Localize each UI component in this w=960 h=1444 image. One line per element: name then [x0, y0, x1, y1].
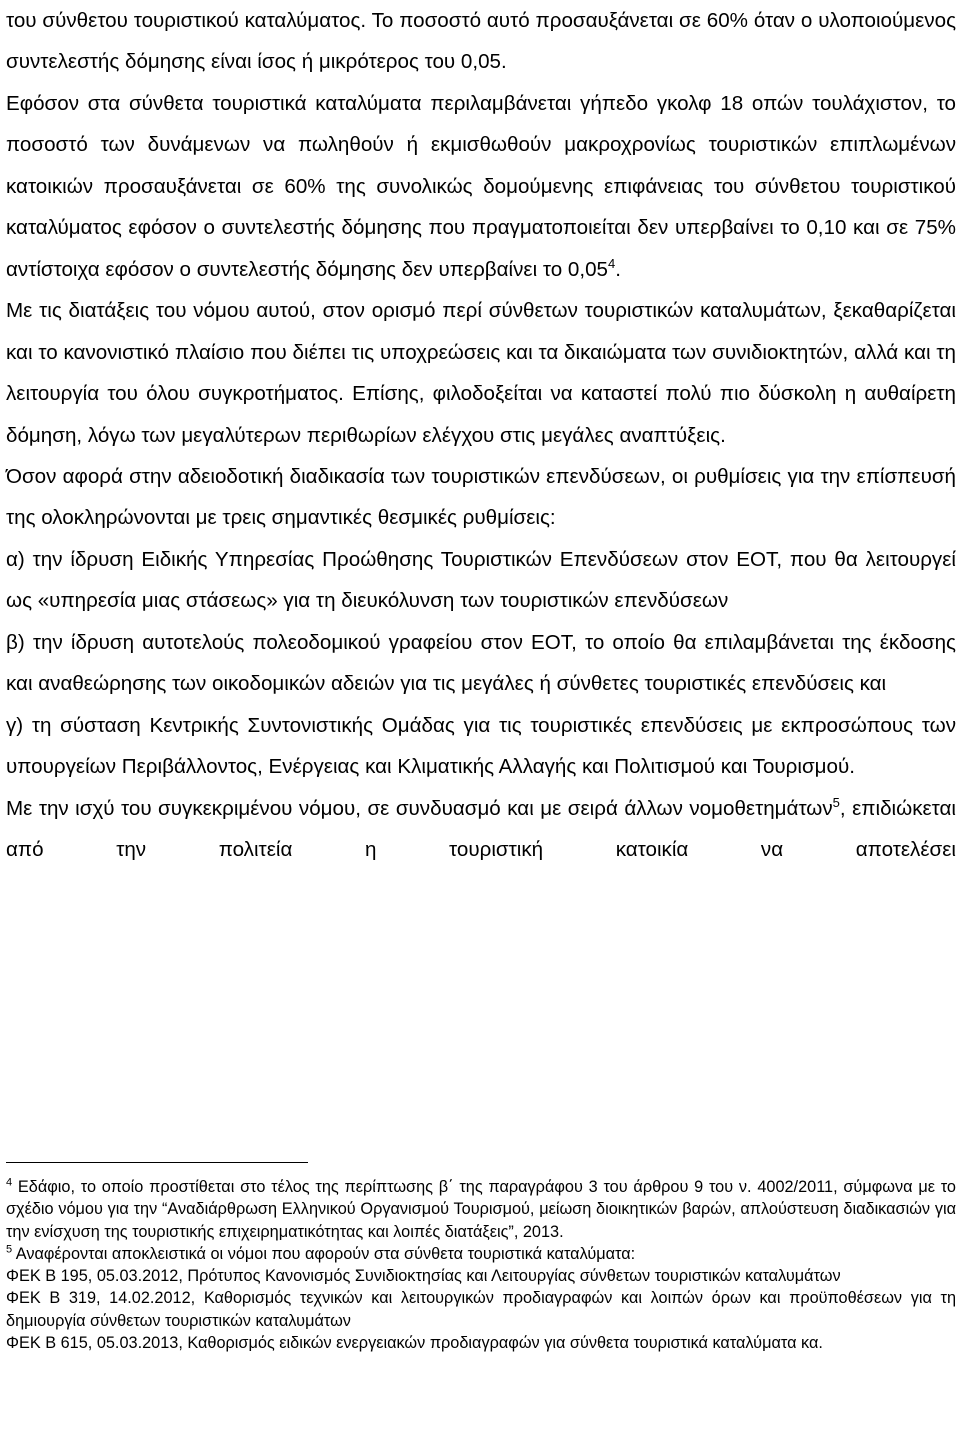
footnote-5-text: Αναφέρονται αποκλειστικά οι νόμοι που αφορούν στα σύνθετα τουριστικά καταλύματα:	[15, 1244, 636, 1263]
footnote-4-number: 4	[6, 1176, 13, 1189]
footnote-5-item-1	[6, 1265, 956, 1287]
paragraph-2-text: Εφόσον στα σύνθετα τουριστικά καταλύματα περιλαμβάνεται γήπεδο γκολφ 18 οπών τουλάχιστον, το ποσοστό των δυνάμενων να πωληθούν ή εκμισθωθούν μακροχρονίως τουριστικών επιπλωμένων κατοικιών προσαυξάνεται σε 60% της συνολικώς δομούμενης επιφάνειας του σύνθετου τουριστικού καταλύματος εφόσον ο συντελεστής δόμησης που πραγματοποιείται δεν υπερβαίνει το 0,10 και σε 75% αντίστοιχα εφόσον ο συντελεστής δόμησης δεν υπερβαίνει το 0,05	[6, 91, 956, 281]
footnote-5-item-1-text: ΦΕΚ Β 195, 05.03.2012, Πρότυπος Κανονισμός Συνιδιοκτησίας και Λειτουργίας σύνθετων τουριστικών καταλυμάτων	[6, 1267, 841, 1286]
footnote-ref-5[interactable]: 5	[832, 794, 840, 810]
footnote-5-number: 5	[6, 1243, 13, 1256]
body-text	[6, 0, 956, 871]
footnote-5-item-2	[6, 1287, 956, 1332]
paragraph-8-text: Με την ισχύ του συγκεκριμένου νόμου, σε συνδυασμό και με σειρά άλλων νομοθετημάτων	[6, 796, 833, 820]
paragraph-5-text: α) την ίδρυση Ειδικής Υπηρεσίας Προώθησης Τουριστικών Επενδύσεων στον ΕΟΤ, που θα λειτουργεί ως «υπηρεσία μιας στάσεως» για τη διευκόλυνση των τουριστικών επενδύσεων	[6, 547, 956, 613]
paragraph-8-end: , επιδιώκεται από την πολιτεία η τουριστική κατοικία να αποτελέσει	[6, 796, 956, 862]
paragraph-7	[6, 705, 956, 788]
footnotes	[6, 1176, 956, 1354]
paragraph-4-text: Όσον αφορά στην αδειοδοτική διαδικασία των τουριστικών επενδύσεων, οι ρυθμίσεις για την επίσπευσή της ολοκληρώνονται με τρεις σημαντικές θεσμικές ρυθμίσεις:	[6, 464, 956, 530]
paragraph-7-text: γ) τη σύσταση Κεντρικής Συντονιστικής Ομάδας για τις τουριστικές επενδύσεις με εκπροσώπους των υπουργείων Περιβάλλοντος, Ενέργειας και Κλιματικής Αλλαγής και Πολιτισμού και Τουρισμού.	[6, 713, 956, 779]
footnote-separator	[6, 1162, 308, 1163]
paragraph-3-text: Με τις διατάξεις του νόμου αυτού, στον ορισμό περί σύνθετων τουριστικών καταλυμάτων, ξεκαθαρίζεται και το κανονιστικό πλαίσιο που διέπει τις υποχρεώσεις και τα δικαιώματα των συνιδιοκτητών, αλλά και τη λειτουργία του όλου συγκροτήματος. Επίσης, φιλοδοξείται να καταστεί πολύ πιο δύσκολη η αυθαίρετη δόμηση, λόγω των μεγαλύτερων περιθωρίων ελέγχου στις μεγάλες αναπτύξεις.	[6, 299, 956, 447]
footnote-5-item-3	[6, 1332, 956, 1354]
footnote-4	[6, 1176, 956, 1243]
paragraph-4	[6, 456, 956, 539]
footnote-5-item-2-text: ΦΕΚ Β 319, 14.02.2012, Καθορισμός τεχνικών και λειτουργικών προδιαγραφών και λοιπών όρων και προϋποθέσεων για τη δημιουργία σύνθετων τουριστικών καταλυμάτων	[6, 1289, 956, 1330]
paragraph-2-end: .	[615, 257, 621, 281]
footnote-ref-4[interactable]: 4	[608, 255, 616, 271]
paragraph-1-text: του σύνθετου τουριστικού καταλύματος. Το ποσοστό αυτό προσαυξάνεται σε 60% όταν ο υλοποιούμενος συντελεστής δόμησης είναι ίσος ή μικρότερος του 0,05.	[6, 9, 956, 74]
paragraph-5	[6, 539, 956, 622]
paragraph-2	[6, 83, 956, 290]
paragraph-6	[6, 622, 956, 705]
paragraph-1	[6, 0, 956, 83]
paragraph-3	[6, 290, 956, 456]
footnote-5	[6, 1243, 956, 1265]
footnote-5-item-3-text: ΦΕΚ Β 615, 05.03.2013, Καθορισμός ειδικών ενεργειακών προδιαγραφών για σύνθετα τουριστικά καταλύματα κα.	[6, 1334, 823, 1353]
paragraph-6-text: β) την ίδρυση αυτοτελούς πολεοδομικού γραφείου στον ΕΟΤ, το οποίο θα επιλαμβάνεται της έκδοσης και αναθεώρησης των οικοδομικών αδειών για τις μεγάλες ή σύνθετες τουριστικές επενδύσεις και	[6, 630, 956, 696]
paragraph-8	[6, 788, 956, 871]
footnote-4-text: Εδάφιο, το οποίο προστίθεται στο τέλος της περίπτωσης β΄ της παραγράφου 3 του άρθρου 9 του ν. 4002/2011, σύμφωνα με το σχέδιο νόμου για την “Αναδιάρθρωση Ελληνικού Οργανισμού Τουρισμού, μείωση διοικητικών βαρών, απλούστευση διαδικασιών για την ενίσχυση της τουριστικής επιχειρηματικότητας και λοιπές διατάξεις”, 2013.	[6, 1178, 956, 1241]
